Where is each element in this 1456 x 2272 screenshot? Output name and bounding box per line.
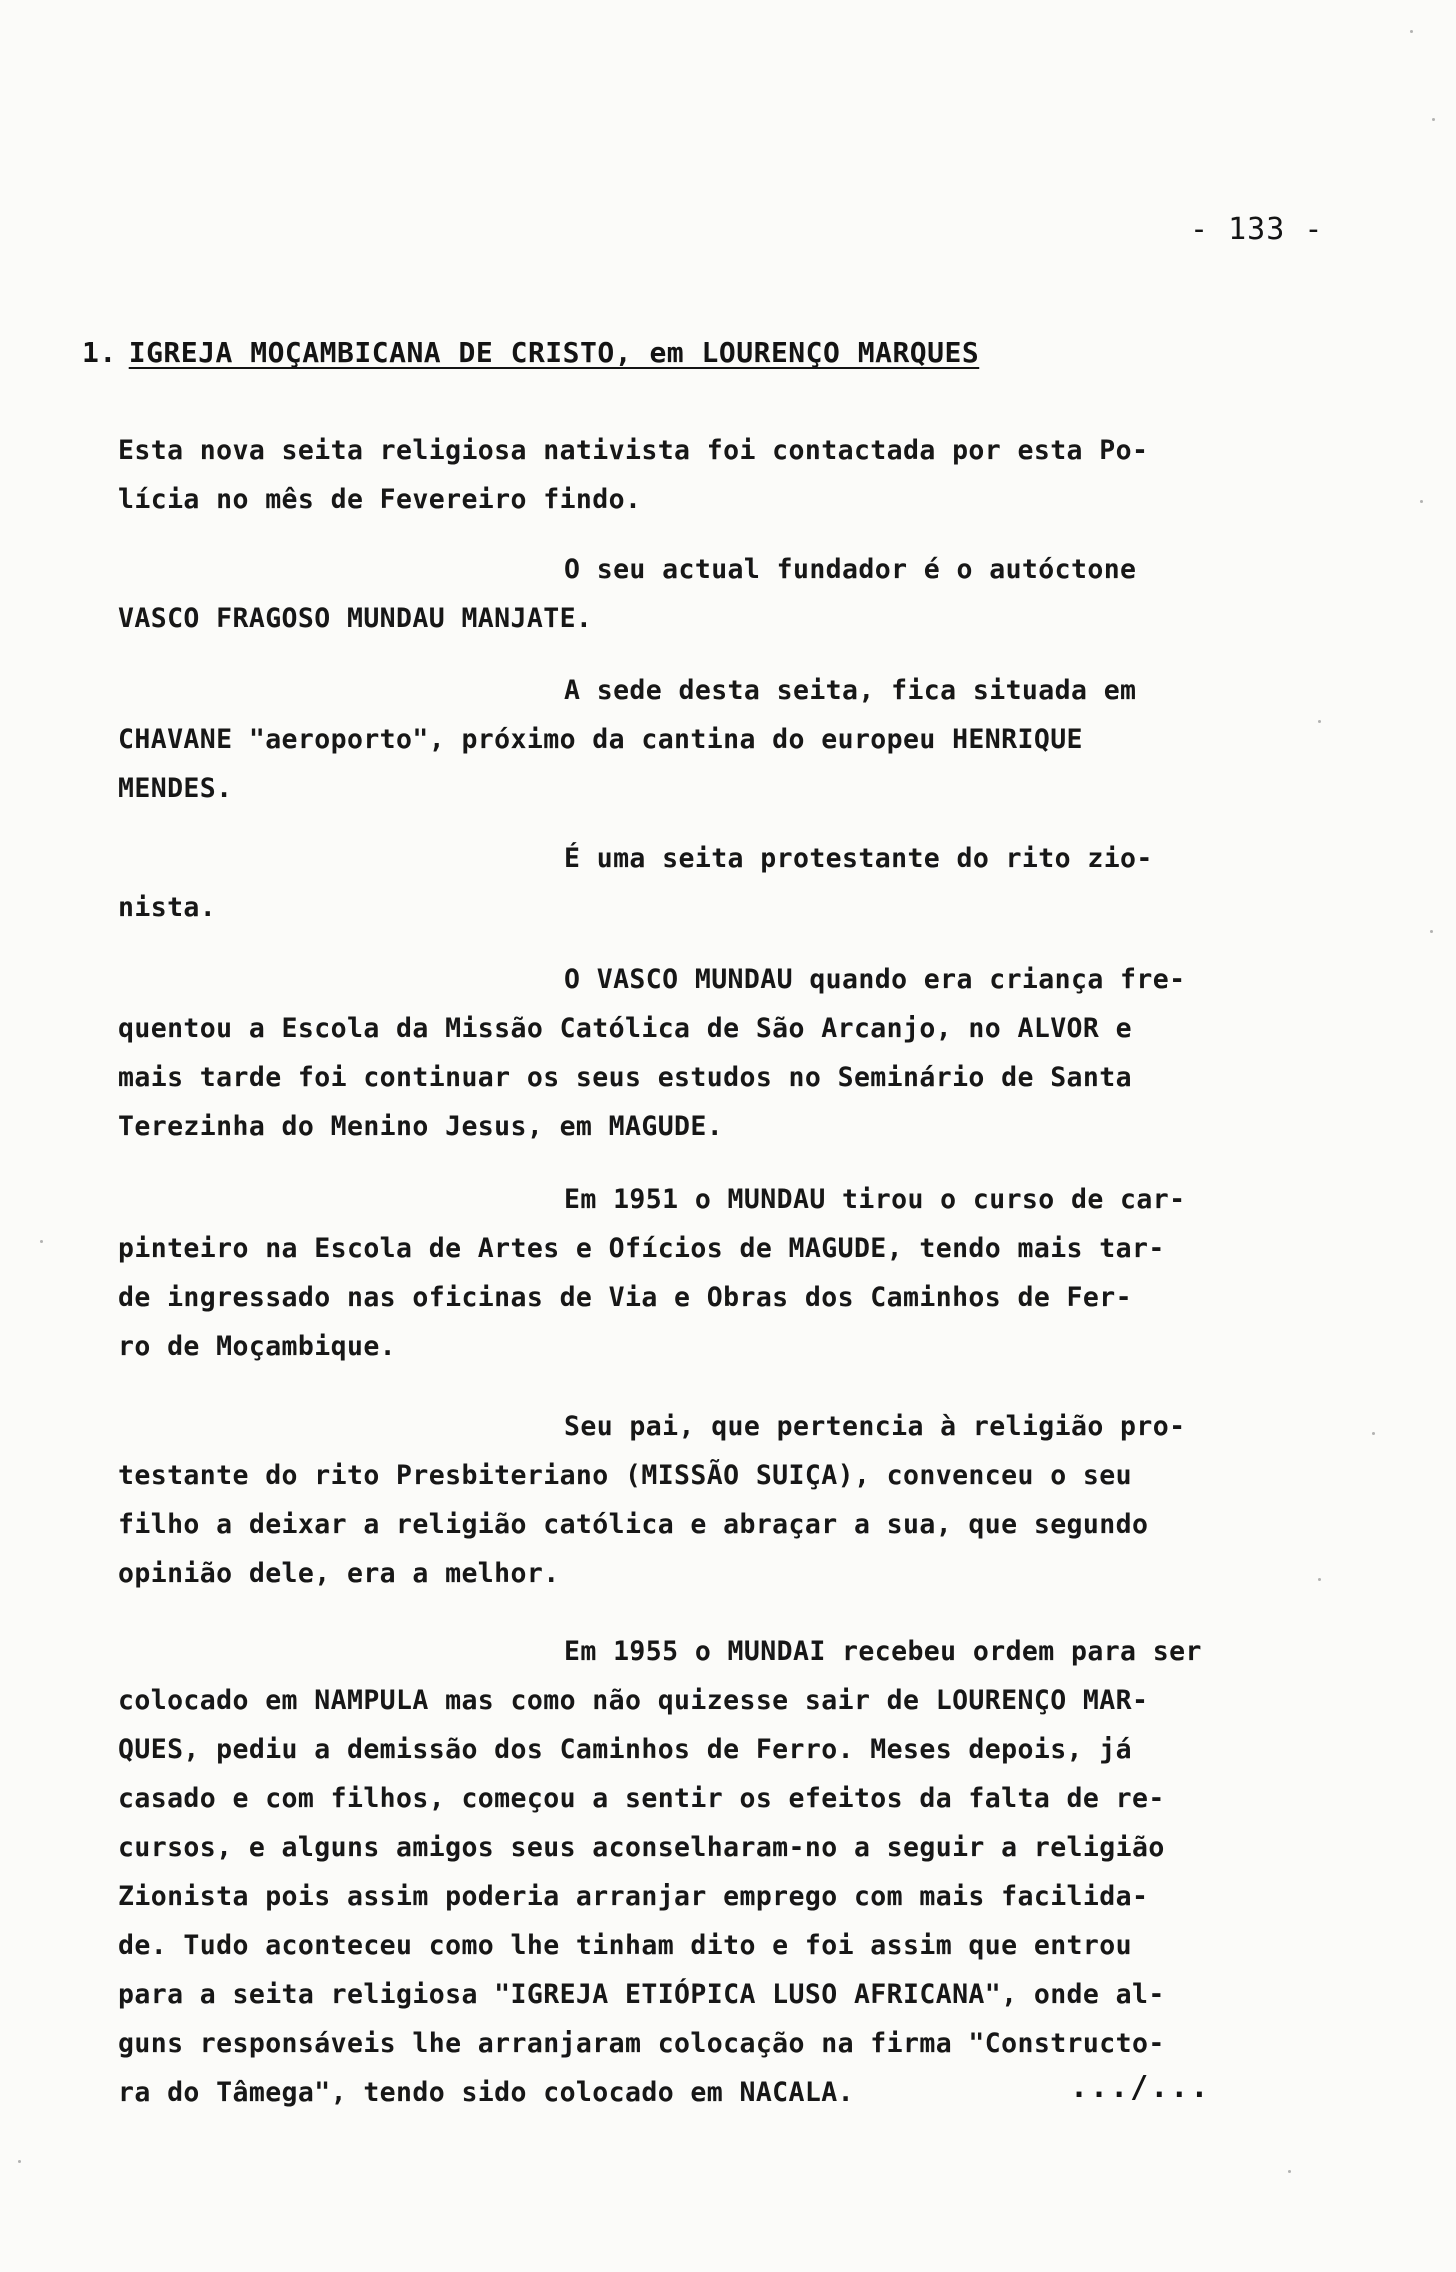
text-line: filho a deixar a religião católica e abraçar a sua, que segundo — [118, 1509, 1149, 1540]
scan-speck — [1420, 500, 1423, 503]
scan-speck — [40, 1240, 43, 1243]
scan-speck — [1410, 30, 1413, 33]
continuation-marker: .../... — [1070, 2070, 1211, 2105]
scan-speck — [1432, 118, 1435, 121]
paragraph-carpentry — [118, 1175, 1313, 1371]
text-line: QUES, pediu a demissão dos Caminhos de Ferro. Meses depois, já — [118, 1734, 1132, 1765]
text-line: casado e com filhos, começou a sentir os efeitos da falta de re- — [118, 1783, 1165, 1814]
text-line: Esta nova seita religiosa nativista foi contactada por esta Po- — [118, 435, 1149, 466]
text-line: MENDES. — [118, 773, 233, 804]
section-heading — [82, 336, 979, 369]
section-title: IGREJA MOÇAMBICANA DE CRISTO, em LOURENÇO MARQUES — [128, 336, 980, 369]
text-line: opinião dele, era a melhor. — [118, 1558, 560, 1589]
text-line: de. Tudo aconteceu como lhe tinham dito e foi assim que entrou — [118, 1930, 1132, 1961]
section-number: 1. — [82, 336, 117, 369]
text-line: ro de Moçambique. — [118, 1331, 397, 1362]
text-line: O VASCO MUNDAU quando era criança fre- — [564, 964, 1186, 995]
text-line: para a seita religiosa "IGREJA ETIÓPICA LUSO AFRICANA", onde al- — [118, 1979, 1165, 2010]
text-line: nista. — [118, 892, 217, 923]
text-line: É uma seita protestante do rito zio- — [564, 843, 1153, 874]
text-line: VASCO FRAGOSO MUNDAU MANJATE. — [118, 603, 593, 634]
text-line: quentou a Escola da Missão Católica de São Arcanjo, no ALVOR e — [118, 1013, 1132, 1044]
paragraph-father — [118, 1402, 1313, 1598]
text-line: Seu pai, que pertencia à religião pro- — [564, 1411, 1186, 1442]
scan-speck — [18, 2160, 21, 2163]
paragraph-headquarters — [118, 666, 1313, 813]
text-line: colocado em NAMPULA mas como não quizesse sair de LOURENÇO MAR- — [118, 1685, 1149, 1716]
scan-speck — [1318, 720, 1321, 723]
text-line: cursos, e alguns amigos seus aconselharam-no a seguir a religião — [118, 1832, 1165, 1863]
text-line: A sede desta seita, fica situada em — [564, 675, 1137, 706]
scan-speck — [1288, 2170, 1291, 2173]
text-line: Terezinha do Menino Jesus, em MAGUDE. — [118, 1111, 724, 1142]
text-line: lícia no mês de Fevereiro findo. — [118, 484, 642, 515]
text-line: pinteiro na Escola de Artes e Ofícios de MAGUDE, tendo mais tar- — [118, 1233, 1165, 1264]
text-line: ra do Tâmega", tendo sido colocado em NACALA. — [118, 2077, 854, 2108]
scan-speck — [1430, 930, 1433, 933]
text-line: guns responsáveis lhe arranjaram colocação na firma "Constructo- — [118, 2028, 1165, 2059]
paragraph-nampula — [118, 1627, 1313, 2117]
paragraph-education — [118, 955, 1313, 1151]
scan-speck — [1318, 1578, 1321, 1581]
text-line: mais tarde foi continuar os seus estudos no Seminário de Santa — [118, 1062, 1132, 1093]
text-line: Zionista pois assim poderia arranjar emprego com mais facilida- — [118, 1881, 1149, 1912]
paragraph-founder — [118, 545, 1313, 643]
text-line: Em 1955 o MUNDAI recebeu ordem para ser — [564, 1636, 1202, 1667]
page-number: - 133 - — [1190, 212, 1324, 247]
text-line: O seu actual fundador é o autóctone — [564, 554, 1137, 585]
paragraph-rite — [118, 834, 1313, 932]
paragraph-contact — [118, 426, 1313, 524]
text-line: Em 1951 o MUNDAU tirou o curso de car- — [564, 1184, 1186, 1215]
text-line: testante do rito Presbiteriano (MISSÃO SUIÇA), convenceu o seu — [118, 1460, 1132, 1491]
scan-speck — [1372, 1432, 1375, 1435]
text-line: de ingressado nas oficinas de Via e Obras dos Caminhos de Fer- — [118, 1282, 1132, 1313]
text-line: CHAVANE "aeroporto", próximo da cantina do europeu HENRIQUE — [118, 724, 1083, 755]
